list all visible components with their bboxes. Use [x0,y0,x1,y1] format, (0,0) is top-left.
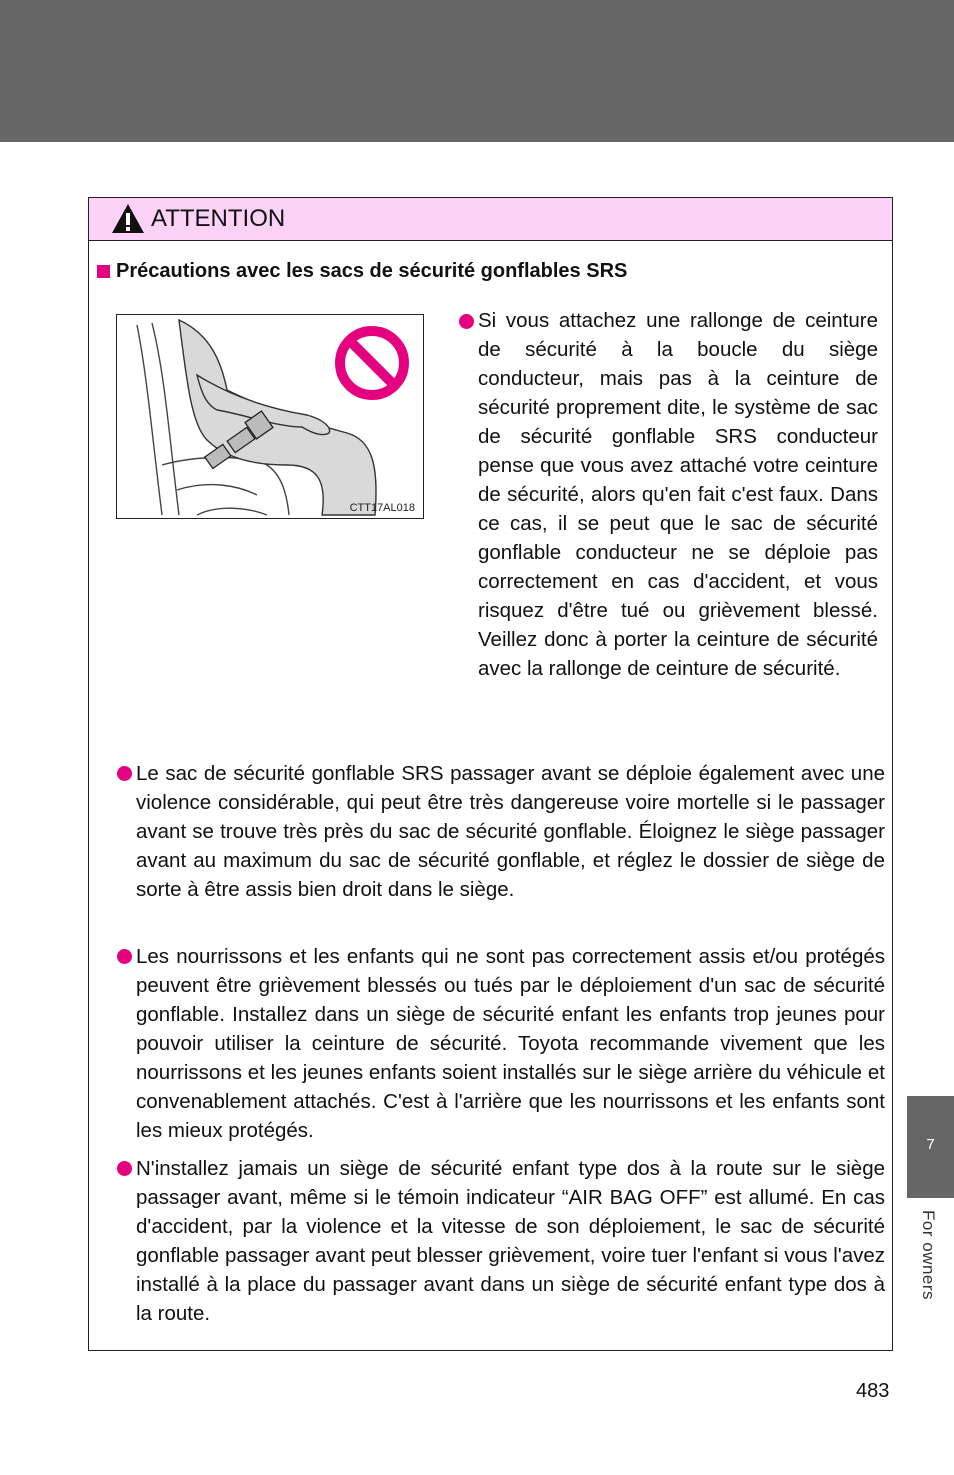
bullet-text-1: Si vous attachez une rallonge de ceinture de sécurité à la boucle du siège conducteur, mais pas à la ceinture de sécurité proprement dite, le système de sac de sécurité gonflable SRS conducteur pense que vous avez attaché votre ceinture de sécurité, alors qu'en fait c'est faux. Dans ce cas, il se peut que le sac de sécurité gonflable conducteur ne se déploie pas correctement en cas d'accident, et vous risquez d'être tué ou grièvement blessé. Veillez donc à porter la ceinture de sécurité avec la rallonge de ceinture de sécurité. [478,309,878,680]
figure-code: CTT17AL018 [349,502,415,514]
top-header-bar [0,0,954,142]
seatbelt-illustration [116,314,424,519]
page-number: 483 [856,1380,890,1402]
attention-header [89,198,892,241]
bullet-icon [117,949,132,964]
chapter-label: For owners [919,1210,938,1301]
bullet-icon [117,1161,132,1176]
chapter-number: 7 [926,1136,935,1153]
chapter-tab[interactable] [907,1096,954,1198]
square-bullet-icon [97,265,110,278]
warning-triangle-icon [111,202,145,236]
bullet-text-3: Les nourrissons et les enfants qui ne sont pas correctement assis et/ou protégés peuvent être grièvement blessés ou tués par le déploiement d'un sac de sécurité gonflable. Installez dans un siège de sécurité enfant les enfants trop jeunes pour pouvoir utiliser la ceinture de sécurité. Toyota recommande vivement que les nourrissons et les jeunes enfants soient installés sur le siège arrière du véhicule et convenablement attachés. C'est à l'arrière que les nourrissons et les enfants sont les mieux protégés. [136,945,885,1142]
bullet-icon [459,314,474,329]
attention-box [88,197,893,1351]
section-heading [97,260,627,283]
seated-driver-drawing [117,315,423,518]
attention-title: ATTENTION [151,205,286,232]
bullet-text-2: Le sac de sécurité gonflable SRS passager avant se déploie également avec une violence considérable, qui peut être très dangereuse voire mortelle si le passager avant se trouve très près du sac de sécurité gonflable. Éloignez le siège passager avant au maximum du sac de sécurité gonflable, et réglez le dossier de siège de sorte à être assis bien droit dans le siège. [136,762,885,901]
prohibition-icon [340,331,404,395]
section-heading-text: Précautions avec les sacs de sécurité gonflables SRS [116,260,628,282]
bullet-text-4: N'installez jamais un siège de sécurité enfant type dos à la route sur le siège passager avant, même si le témoin indicateur “AIR BAG OFF” est allumé. En cas d'accident, par la violence et la vitesse de son déploiement, le sac de sécurité gonflable passager avant peut blesser grièvement, voire tuer l'enfant si vous l'avez installé à la place du passager avant dans un siège de sécurité enfant type dos à la route. [136,1157,885,1325]
bullet-icon [117,766,132,781]
